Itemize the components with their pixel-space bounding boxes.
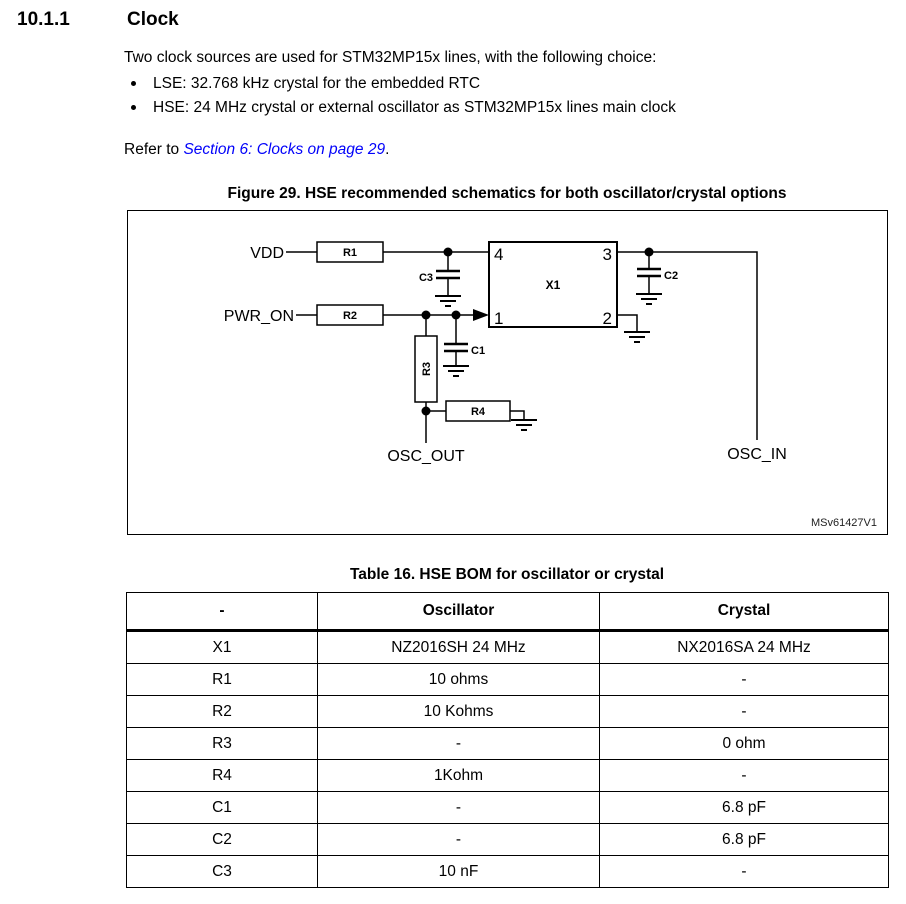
cell-oscillator: - [318, 792, 600, 824]
section-title: Clock [127, 9, 179, 30]
osc-in-label: OSC_IN [727, 446, 787, 463]
osc-out-label: OSC_OUT [387, 448, 465, 465]
intro-paragraph: Two clock sources are used for STM32MP15x lines, with the following choice: [124, 49, 657, 66]
hse-schematic-drawing [128, 211, 885, 532]
cell-oscillator: 10 Kohms [318, 696, 600, 728]
bullet-item-hse [131, 99, 676, 117]
refer-suffix: . [385, 141, 390, 158]
cell-oscillator: 10 ohms [318, 664, 600, 696]
table-row [127, 856, 889, 888]
x1-label: X1 [545, 278, 561, 292]
cell-crystal: - [600, 760, 889, 792]
ground-icon [511, 420, 537, 430]
junction-dot [452, 311, 461, 320]
bullet-icon [131, 105, 136, 110]
ground-icon [624, 332, 650, 342]
figure-29-schematic [127, 210, 888, 535]
cell-crystal: 6.8 pF [600, 824, 889, 856]
table-caption: Table 16. HSE BOM for oscillator or crystal [349, 566, 665, 583]
pwr-on-label: PWR_ON [223, 308, 294, 325]
bullet-text: HSE: 24 MHz crystal or external oscillator as STM32MP15x lines main clock [153, 99, 676, 116]
table-row [127, 760, 889, 792]
cell-oscillator: 1Kohm [318, 760, 600, 792]
component-x1 [489, 242, 617, 328]
section-6-clocks-link[interactable]: Section 6: Clocks on page 29 [183, 141, 386, 158]
figure-caption: Figure 29. HSE recommended schematics for both oscillator/crystal options [227, 185, 787, 202]
pin-1-label: 1 [494, 309, 504, 328]
column-header-oscillator: Oscillator [318, 593, 600, 631]
r1-label: R1 [342, 247, 358, 259]
c1-label: C1 [471, 345, 486, 357]
cell-oscillator: - [318, 728, 600, 760]
table-row [127, 728, 889, 760]
pin-2-label: 2 [602, 309, 612, 328]
cell-oscillator: NZ2016SH 24 MHz [318, 631, 600, 664]
capacitor-c3 [436, 271, 460, 278]
resistor-r3 [415, 336, 437, 402]
table-header-row [127, 593, 889, 631]
cell-ref: C3 [127, 856, 318, 888]
refer-prefix: Refer to [124, 141, 184, 158]
c2-label: C2 [664, 270, 679, 282]
resistor-r2 [317, 305, 383, 325]
vdd-label: VDD [250, 245, 284, 262]
table-row [127, 792, 889, 824]
r4-label: R4 [470, 406, 486, 418]
cell-crystal: 0 ohm [600, 728, 889, 760]
junction-dot [645, 248, 654, 257]
capacitor-c2 [637, 269, 661, 276]
bullet-text: LSE: 32.768 kHz crystal for the embedded RTC [153, 75, 481, 92]
cell-ref: R2 [127, 696, 318, 728]
cell-ref: R4 [127, 760, 318, 792]
table-row [127, 696, 889, 728]
column-header-crystal: Crystal [600, 593, 889, 631]
figure-watermark: MSv61427V1 [810, 517, 877, 529]
column-header-ref: - [127, 593, 318, 631]
bullet-item-lse [131, 75, 480, 93]
section-number: 10.1.1 [17, 9, 70, 30]
ground-icon [636, 294, 662, 304]
table-row [127, 824, 889, 856]
cell-oscillator: 10 nF [318, 856, 600, 888]
table-row [127, 631, 889, 664]
junction-dot [444, 248, 453, 257]
cell-ref: C1 [127, 792, 318, 824]
cell-ref: X1 [127, 631, 318, 664]
bullet-icon [131, 81, 136, 86]
arrow-icon [473, 309, 489, 321]
cell-oscillator: - [318, 824, 600, 856]
ground-icon [435, 296, 461, 306]
pin-3-label: 3 [602, 245, 612, 264]
cell-crystal: - [600, 696, 889, 728]
c3-label: C3 [418, 272, 433, 284]
cell-crystal: 6.8 pF [600, 792, 889, 824]
pin-4-label: 4 [494, 245, 504, 264]
cell-ref: C2 [127, 824, 318, 856]
bom-table [126, 592, 889, 888]
refer-paragraph [124, 141, 389, 159]
cell-crystal: - [600, 856, 889, 888]
resistor-r4 [446, 401, 510, 421]
junction-dot [422, 407, 431, 416]
junction-dot [422, 311, 431, 320]
ground-icon [443, 366, 469, 376]
cell-crystal: NX2016SA 24 MHz [600, 631, 889, 664]
table-row [127, 664, 889, 696]
cell-crystal: - [600, 664, 889, 696]
cell-ref: R1 [127, 664, 318, 696]
r3-label: R3 [421, 361, 433, 377]
capacitor-c1 [444, 344, 468, 351]
cell-ref: R3 [127, 728, 318, 760]
r2-label: R2 [342, 310, 358, 322]
resistor-r1 [317, 242, 383, 262]
